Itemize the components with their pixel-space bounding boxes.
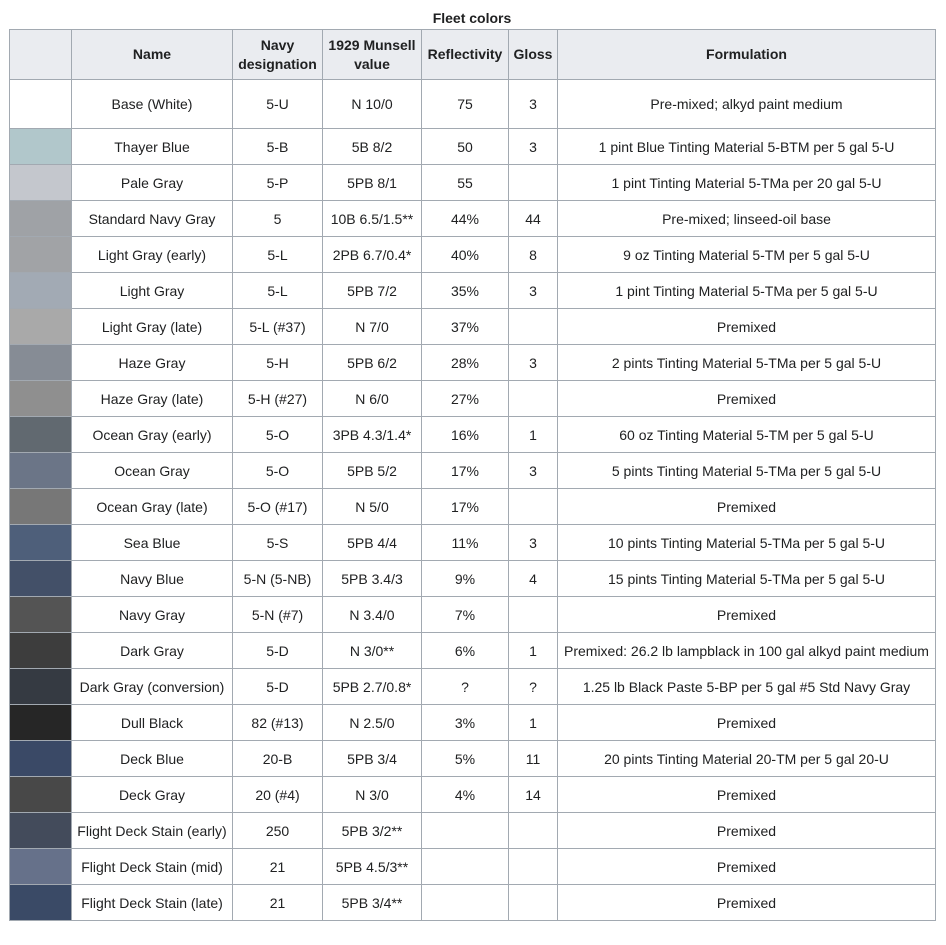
table-row (10, 813, 936, 849)
reflectivity-cell: 4% (422, 777, 509, 813)
navy-designation-cell: 5-N (5-NB) (233, 561, 323, 597)
reflectivity-cell: 5% (422, 741, 509, 777)
color-name-cell: Navy Blue (72, 561, 233, 597)
color-name-cell: Haze Gray (late) (72, 381, 233, 417)
formulation-cell: 15 pints Tinting Material 5-TMa per 5 gal 5-U (558, 561, 936, 597)
header-swatch (10, 30, 72, 80)
reflectivity-cell: 16% (422, 417, 509, 453)
navy-designation-cell: 5-L (#37) (233, 309, 323, 345)
navy-designation-cell: 5-U (233, 80, 323, 129)
gloss-cell: 11 (509, 741, 558, 777)
table-row (10, 381, 936, 417)
gloss-cell: 14 (509, 777, 558, 813)
formulation-cell: Premixed: 26.2 lb lampblack in 100 gal alkyd paint medium (558, 633, 936, 669)
table-row (10, 201, 936, 237)
formulation-cell: Premixed (558, 381, 936, 417)
color-swatch (10, 669, 72, 705)
reflectivity-cell: 75 (422, 80, 509, 129)
munsell-value-cell: 5B 8/2 (323, 129, 422, 165)
formulation-cell: Pre-mixed; alkyd paint medium (558, 80, 936, 129)
color-swatch (10, 201, 72, 237)
gloss-cell (509, 885, 558, 921)
color-swatch (10, 813, 72, 849)
reflectivity-cell: 11% (422, 525, 509, 561)
reflectivity-cell: 9% (422, 561, 509, 597)
munsell-value-cell: 5PB 2.7/0.8* (323, 669, 422, 705)
color-name-cell: Light Gray (72, 273, 233, 309)
table-row (10, 129, 936, 165)
color-swatch (10, 237, 72, 273)
color-swatch (10, 597, 72, 633)
reflectivity-cell: 17% (422, 489, 509, 525)
reflectivity-cell: 40% (422, 237, 509, 273)
gloss-cell (509, 813, 558, 849)
color-name-cell: Dull Black (72, 705, 233, 741)
gloss-cell: 3 (509, 525, 558, 561)
gloss-cell (509, 597, 558, 633)
formulation-cell: Premixed (558, 489, 936, 525)
color-name-cell: Ocean Gray (late) (72, 489, 233, 525)
color-swatch (10, 777, 72, 813)
munsell-value-cell: 5PB 4/4 (323, 525, 422, 561)
formulation-cell: Premixed (558, 597, 936, 633)
reflectivity-cell: 3% (422, 705, 509, 741)
table-row (10, 597, 936, 633)
gloss-cell (509, 489, 558, 525)
color-name-cell: Light Gray (early) (72, 237, 233, 273)
gloss-cell (509, 849, 558, 885)
navy-designation-cell: 5 (233, 201, 323, 237)
color-name-cell: Flight Deck Stain (early) (72, 813, 233, 849)
munsell-value-cell: N 10/0 (323, 80, 422, 129)
navy-designation-cell: 5-N (#7) (233, 597, 323, 633)
color-name-cell: Deck Blue (72, 741, 233, 777)
munsell-value-cell: 5PB 3/2** (323, 813, 422, 849)
navy-designation-cell: 5-L (233, 273, 323, 309)
table-row (10, 165, 936, 201)
gloss-cell: 3 (509, 273, 558, 309)
munsell-value-cell: 5PB 5/2 (323, 453, 422, 489)
reflectivity-cell: 27% (422, 381, 509, 417)
munsell-value-cell: 5PB 3/4 (323, 741, 422, 777)
navy-designation-cell: 5-L (233, 237, 323, 273)
munsell-value-cell: N 3.4/0 (323, 597, 422, 633)
formulation-cell: 1 pint Tinting Material 5-TMa per 5 gal 5-U (558, 273, 936, 309)
reflectivity-cell: 28% (422, 345, 509, 381)
navy-designation-cell: 250 (233, 813, 323, 849)
color-swatch (10, 633, 72, 669)
formulation-cell: 5 pints Tinting Material 5-TMa per 5 gal 5-U (558, 453, 936, 489)
formulation-cell: 60 oz Tinting Material 5-TM per 5 gal 5-U (558, 417, 936, 453)
munsell-value-cell: 10B 6.5/1.5** (323, 201, 422, 237)
color-name-cell: Dark Gray (conversion) (72, 669, 233, 705)
gloss-cell: 3 (509, 345, 558, 381)
color-swatch (10, 417, 72, 453)
header-row (10, 30, 936, 80)
navy-designation-cell: 5-O (#17) (233, 489, 323, 525)
munsell-value-cell: 2PB 6.7/0.4* (323, 237, 422, 273)
color-name-cell: Ocean Gray (early) (72, 417, 233, 453)
navy-designation-cell: 5-B (233, 129, 323, 165)
reflectivity-cell: 37% (422, 309, 509, 345)
table-row (10, 741, 936, 777)
color-name-cell: Sea Blue (72, 525, 233, 561)
header-munsell-value: 1929 Munsell value (323, 30, 422, 80)
table-row (10, 561, 936, 597)
munsell-value-cell: 5PB 4.5/3** (323, 849, 422, 885)
formulation-cell: Premixed (558, 777, 936, 813)
table-row (10, 345, 936, 381)
munsell-value-cell: N 2.5/0 (323, 705, 422, 741)
munsell-value-cell: 3PB 4.3/1.4* (323, 417, 422, 453)
color-swatch (10, 309, 72, 345)
gloss-cell: 1 (509, 705, 558, 741)
gloss-cell: 3 (509, 129, 558, 165)
formulation-cell: Premixed (558, 309, 936, 345)
reflectivity-cell: 55 (422, 165, 509, 201)
color-name-cell: Thayer Blue (72, 129, 233, 165)
gloss-cell: 3 (509, 453, 558, 489)
gloss-cell (509, 165, 558, 201)
color-swatch (10, 381, 72, 417)
table-row (10, 705, 936, 741)
color-swatch (10, 561, 72, 597)
munsell-value-cell: 5PB 8/1 (323, 165, 422, 201)
formulation-cell: Premixed (558, 849, 936, 885)
munsell-value-cell: N 6/0 (323, 381, 422, 417)
table-row (10, 525, 936, 561)
color-swatch (10, 273, 72, 309)
table-row (10, 849, 936, 885)
table-row (10, 80, 936, 129)
navy-designation-cell: 5-D (233, 633, 323, 669)
color-swatch (10, 129, 72, 165)
reflectivity-cell: 6% (422, 633, 509, 669)
reflectivity-cell: 50 (422, 129, 509, 165)
color-swatch (10, 741, 72, 777)
navy-designation-cell: 82 (#13) (233, 705, 323, 741)
color-swatch (10, 453, 72, 489)
reflectivity-cell (422, 813, 509, 849)
color-swatch (10, 345, 72, 381)
gloss-cell (509, 309, 558, 345)
formulation-cell: 1.25 lb Black Paste 5-BP per 5 gal #5 Std Navy Gray (558, 669, 936, 705)
header-reflectivity: Reflectivity (422, 30, 509, 80)
formulation-cell: 9 oz Tinting Material 5-TM per 5 gal 5-U (558, 237, 936, 273)
gloss-cell: 1 (509, 417, 558, 453)
formulation-cell: 2 pints Tinting Material 5-TMa per 5 gal 5-U (558, 345, 936, 381)
color-swatch (10, 885, 72, 921)
table-row (10, 885, 936, 921)
navy-designation-cell: 5-H (233, 345, 323, 381)
fleet-colors-table (9, 29, 936, 921)
reflectivity-cell: 7% (422, 597, 509, 633)
navy-designation-cell: 20 (#4) (233, 777, 323, 813)
navy-designation-cell: 21 (233, 849, 323, 885)
color-name-cell: Navy Gray (72, 597, 233, 633)
color-name-cell: Base (White) (72, 80, 233, 129)
reflectivity-cell: 44% (422, 201, 509, 237)
formulation-cell: Premixed (558, 705, 936, 741)
navy-designation-cell: 21 (233, 885, 323, 921)
gloss-cell: 3 (509, 80, 558, 129)
color-name-cell: Dark Gray (72, 633, 233, 669)
table-row (10, 633, 936, 669)
formulation-cell: Premixed (558, 813, 936, 849)
color-swatch (10, 525, 72, 561)
reflectivity-cell (422, 849, 509, 885)
formulation-cell: Premixed (558, 885, 936, 921)
header-gloss: Gloss (509, 30, 558, 80)
formulation-cell: 10 pints Tinting Material 5-TMa per 5 gal 5-U (558, 525, 936, 561)
reflectivity-cell: ? (422, 669, 509, 705)
color-swatch (10, 849, 72, 885)
munsell-value-cell: N 3/0** (323, 633, 422, 669)
navy-designation-cell: 5-H (#27) (233, 381, 323, 417)
table-row (10, 417, 936, 453)
munsell-value-cell: N 3/0 (323, 777, 422, 813)
reflectivity-cell: 17% (422, 453, 509, 489)
header-name: Name (72, 30, 233, 80)
color-name-cell: Pale Gray (72, 165, 233, 201)
munsell-value-cell: 5PB 3.4/3 (323, 561, 422, 597)
munsell-value-cell: N 7/0 (323, 309, 422, 345)
table-row (10, 309, 936, 345)
color-name-cell: Flight Deck Stain (mid) (72, 849, 233, 885)
fleet-colors-table-container (9, 7, 935, 921)
navy-designation-cell: 5-O (233, 453, 323, 489)
navy-designation-cell: 5-S (233, 525, 323, 561)
navy-designation-cell: 5-O (233, 417, 323, 453)
header-formulation: Formulation (558, 30, 936, 80)
gloss-cell (509, 381, 558, 417)
header-navy-designation: Navy designation (233, 30, 323, 80)
reflectivity-cell (422, 885, 509, 921)
table-row (10, 489, 936, 525)
munsell-value-cell: 5PB 6/2 (323, 345, 422, 381)
color-name-cell: Light Gray (late) (72, 309, 233, 345)
color-swatch (10, 80, 72, 129)
formulation-cell: 20 pints Tinting Material 20-TM per 5 gal 20-U (558, 741, 936, 777)
color-name-cell: Ocean Gray (72, 453, 233, 489)
gloss-cell: 44 (509, 201, 558, 237)
gloss-cell: ? (509, 669, 558, 705)
formulation-cell: 1 pint Tinting Material 5-TMa per 20 gal 5-U (558, 165, 936, 201)
navy-designation-cell: 20-B (233, 741, 323, 777)
gloss-cell: 4 (509, 561, 558, 597)
formulation-cell: 1 pint Blue Tinting Material 5-BTM per 5 gal 5-U (558, 129, 936, 165)
table-row (10, 273, 936, 309)
color-swatch (10, 705, 72, 741)
table-caption: Fleet colors (432, 10, 512, 26)
navy-designation-cell: 5-D (233, 669, 323, 705)
munsell-value-cell: N 5/0 (323, 489, 422, 525)
table-row (10, 669, 936, 705)
munsell-value-cell: 5PB 3/4** (323, 885, 422, 921)
gloss-cell: 1 (509, 633, 558, 669)
table-row (10, 237, 936, 273)
color-swatch (10, 489, 72, 525)
table-row (10, 453, 936, 489)
color-name-cell: Haze Gray (72, 345, 233, 381)
color-swatch (10, 165, 72, 201)
color-name-cell: Deck Gray (72, 777, 233, 813)
munsell-value-cell: 5PB 7/2 (323, 273, 422, 309)
gloss-cell: 8 (509, 237, 558, 273)
reflectivity-cell: 35% (422, 273, 509, 309)
table-row (10, 777, 936, 813)
navy-designation-cell: 5-P (233, 165, 323, 201)
table-body (10, 80, 936, 921)
color-name-cell: Standard Navy Gray (72, 201, 233, 237)
color-name-cell: Flight Deck Stain (late) (72, 885, 233, 921)
formulation-cell: Pre-mixed; linseed-oil base (558, 201, 936, 237)
